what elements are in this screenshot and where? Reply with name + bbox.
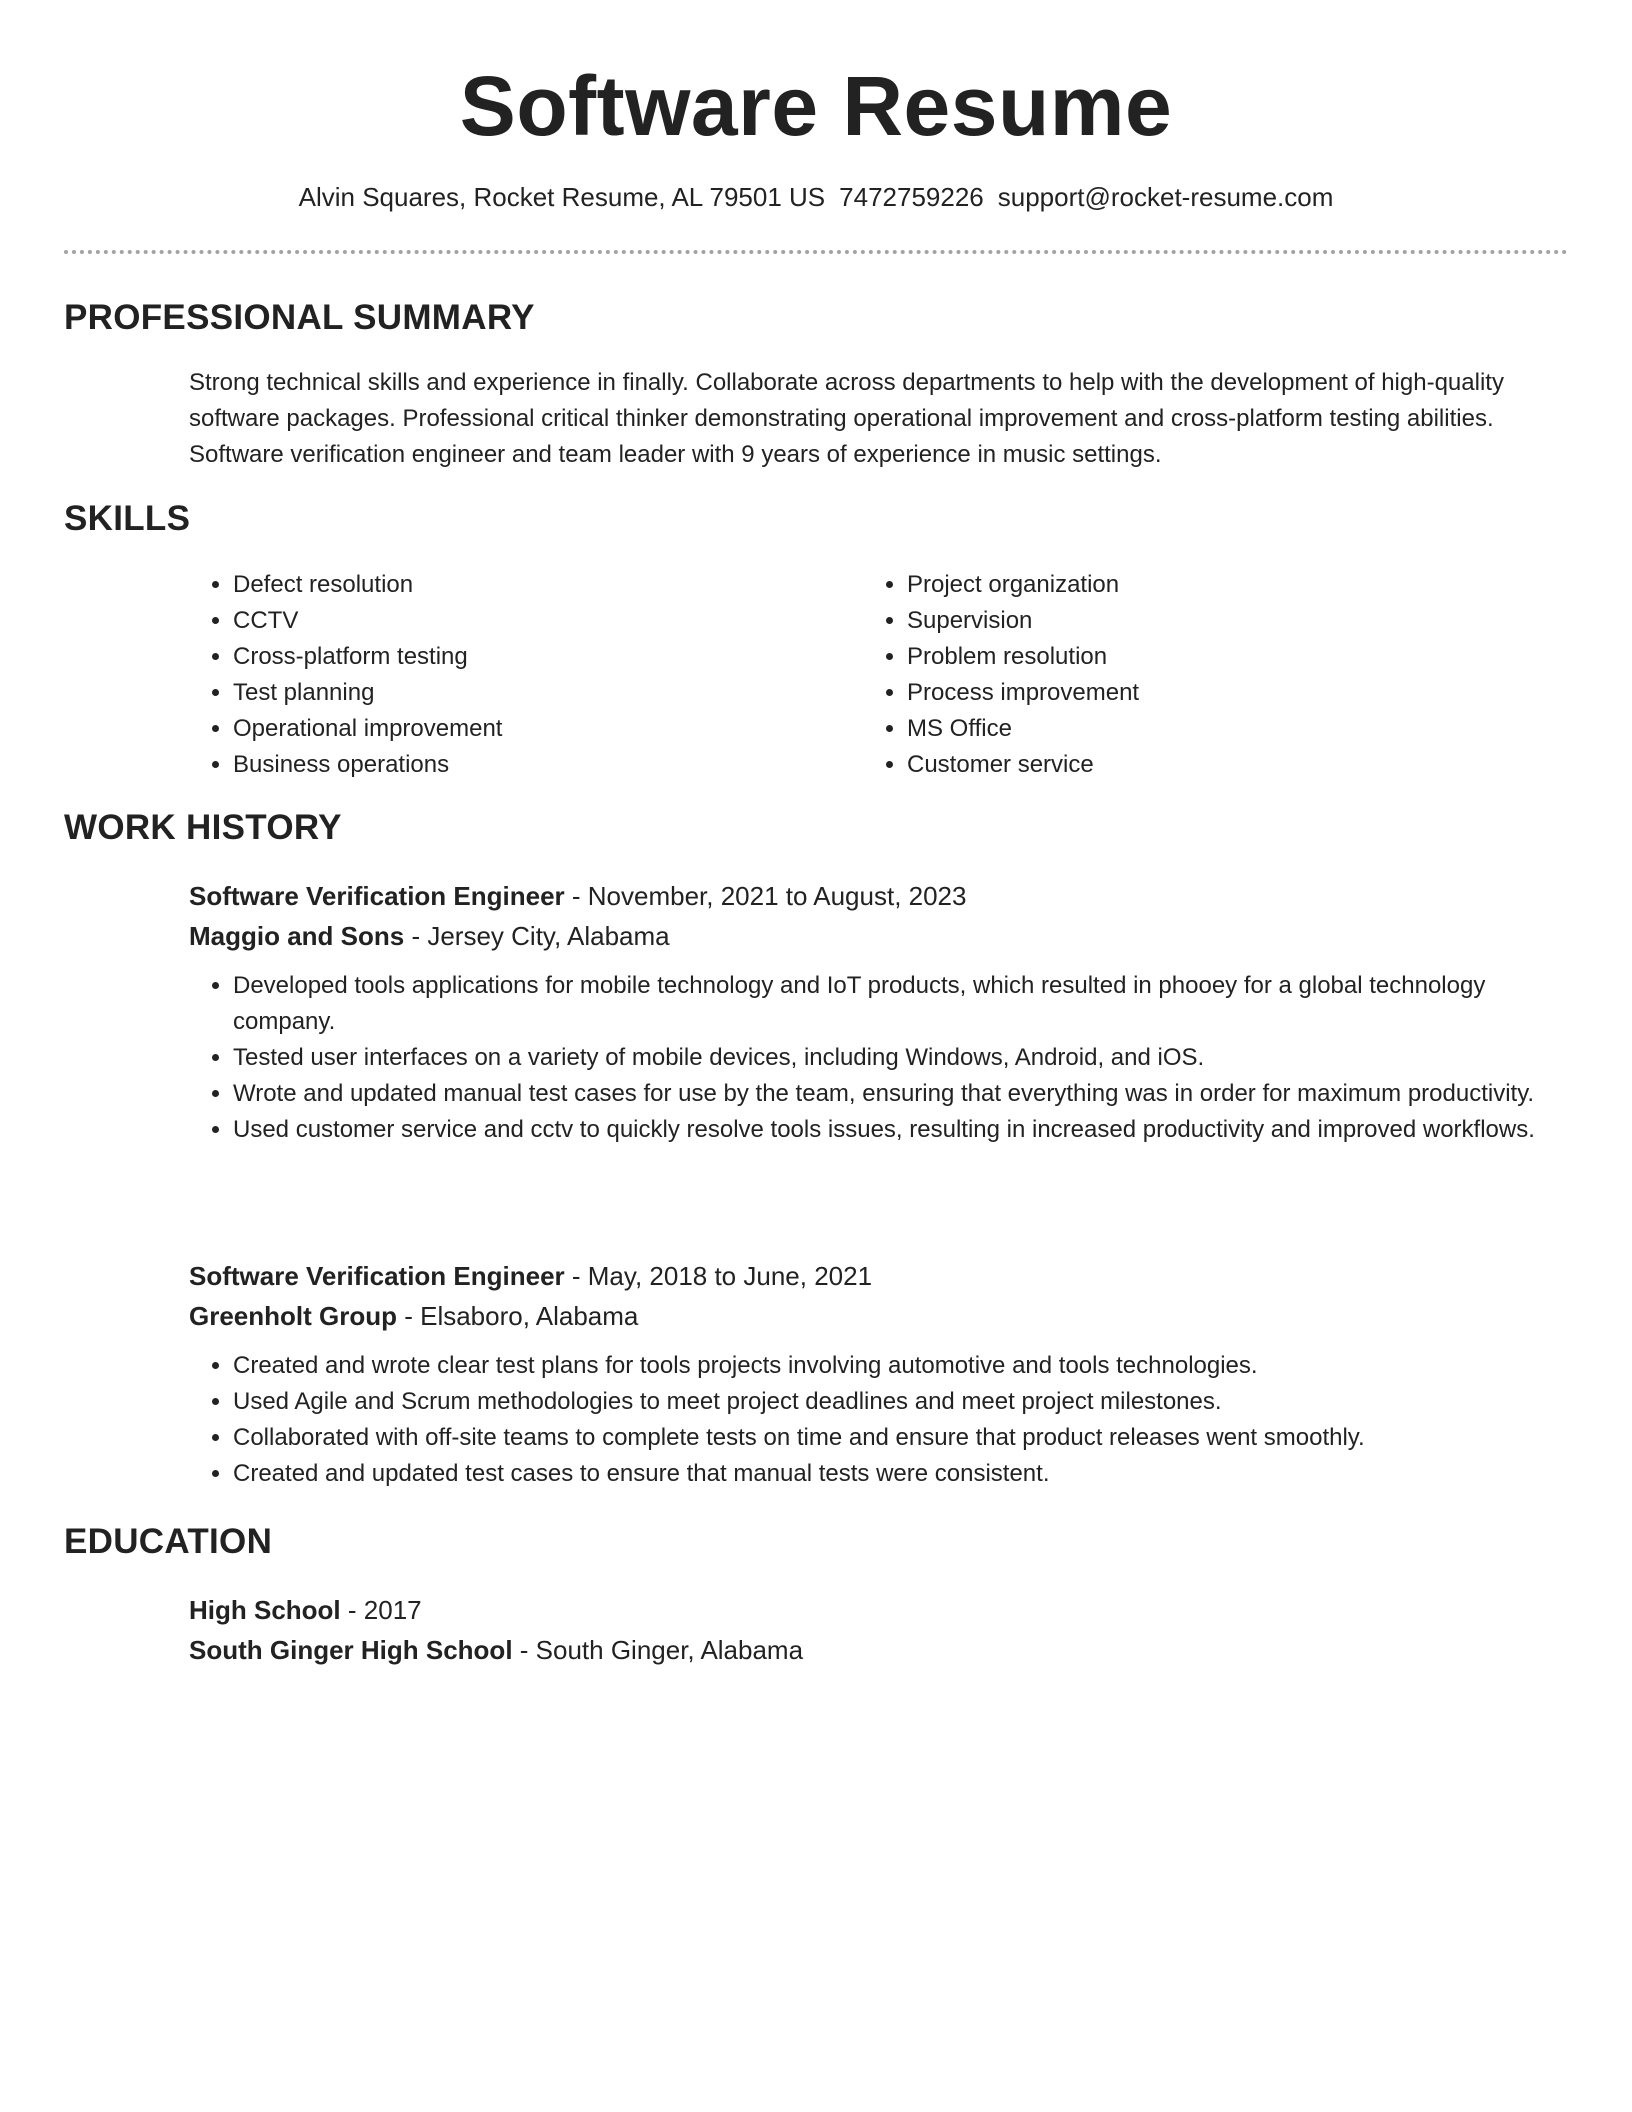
summary-text: Strong technical skills and experience in finally. Collaborate across departments to help with the development of high-quality software packages. Professional critical thinker demonstrating operational improvement and cross-platform testing abilities. Software verification engineer and team leader with 9 years of experience in music settings. (189, 369, 1504, 468)
education-year: - 2017 (340, 1595, 422, 1625)
job-bullet: • Created and updated test cases to ensure that manual tests were consistent. (233, 1456, 1569, 1492)
job-company: Greenholt Group (189, 1301, 397, 1331)
skill-item: • Supervision (907, 603, 1139, 639)
job-bullet: • Created and wrote clear test plans for tools projects involving automotive and tools technologies. (233, 1348, 1569, 1384)
skill-item: • Defect resolution (233, 567, 502, 603)
job-entry (189, 876, 1569, 1148)
education-degree: High School (189, 1595, 341, 1625)
job-dates: - November, 2021 to August, 2023 (564, 881, 967, 911)
job-title-line (189, 1256, 1569, 1296)
job-company-line (189, 916, 1569, 956)
skill-item: • Project organization (907, 567, 1139, 603)
job-company-line (189, 1296, 1569, 1336)
skill-item: • Problem resolution (907, 639, 1139, 675)
skill-item: • Operational improvement (233, 711, 502, 747)
education-heading: EDUCATION (64, 1522, 273, 1561)
summary-heading: PROFESSIONAL SUMMARY (64, 298, 535, 337)
contact-email: support@rocket-resume.com (997, 182, 1334, 212)
education-degree-line (189, 1590, 1569, 1630)
job-dates: - May, 2018 to June, 2021 (564, 1261, 873, 1291)
skill-item: • MS Office (907, 711, 1139, 747)
contact-line (0, 180, 1632, 214)
skill-item: • Process improvement (907, 675, 1139, 711)
job-title-line (189, 876, 1569, 916)
skills-heading: SKILLS (64, 499, 191, 538)
education-location: - South Ginger, Alabama (512, 1635, 804, 1665)
contact-address: Alvin Squares, Rocket Resume, AL 79501 US (298, 182, 826, 212)
job-title: Software Verification Engineer (189, 881, 565, 911)
job-location: - Elsaboro, Alabama (397, 1301, 639, 1331)
job-bullet: • Used Agile and Scrum methodologies to meet project deadlines and meet project milestones. (233, 1384, 1569, 1420)
skill-item: • Business operations (233, 747, 502, 783)
job-bullet: • Tested user interfaces on a variety of mobile devices, including Windows, Android, and iOS. (233, 1040, 1569, 1076)
job-title: Software Verification Engineer (189, 1261, 565, 1291)
header-divider (64, 250, 1568, 254)
skill-item: • Customer service (907, 747, 1139, 783)
skills-column-right (863, 567, 1139, 783)
education-school: South Ginger High School (189, 1635, 513, 1665)
job-entry (189, 1256, 1569, 1492)
job-bullet: • Developed tools applications for mobile technology and IoT products, which resulted in phooey for a global technology company. (233, 968, 1569, 1040)
skill-item: • Test planning (233, 675, 502, 711)
education-school-line (189, 1630, 1569, 1670)
job-bullets (189, 968, 1569, 1148)
job-bullets (189, 1348, 1569, 1492)
work-history-heading: WORK HISTORY (64, 808, 342, 847)
skills-column-left (189, 567, 502, 783)
job-bullet: • Wrote and updated manual test cases for use by the team, ensuring that everything was in order for maximum productivity. (233, 1076, 1569, 1112)
skill-item: • Cross-platform testing (233, 639, 502, 675)
job-company: Maggio and Sons (189, 921, 405, 951)
skill-item: • CCTV (233, 603, 502, 639)
job-bullet: • Used customer service and cctv to quickly resolve tools issues, resulting in increased productivity and improved workflows. (233, 1112, 1569, 1148)
job-bullet: • Collaborated with off-site teams to complete tests on time and ensure that product releases went smoothly. (233, 1420, 1569, 1456)
education-entry (189, 1590, 1569, 1670)
job-location: - Jersey City, Alabama (404, 921, 670, 951)
contact-phone: 7472759226 (839, 182, 984, 212)
resume-title: Software Resume (459, 59, 1173, 153)
